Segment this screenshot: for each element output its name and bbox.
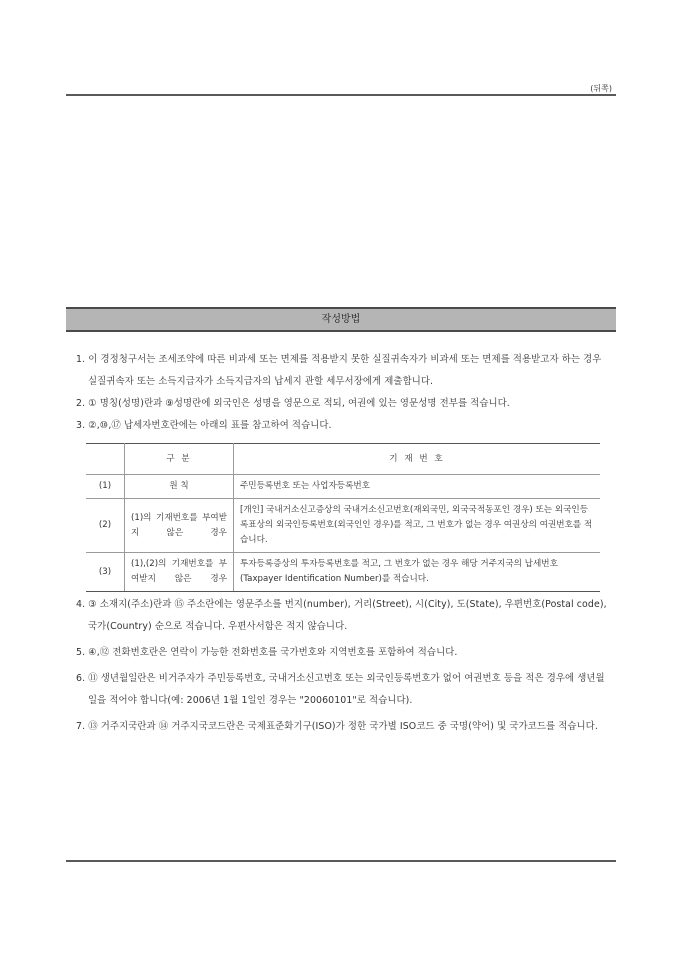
row-entry: [개인] 국내거소신고증상의 국내거소신고번호(재외국민, 외국국적동포인 경우) 또는 외국인등록표상의 외국인등록번호(외국인인 경우)를 적고, 그 번호가 없는 경우 여권상의 여권번호를 적습니다. xyxy=(234,499,601,553)
instruction-item-2: 2. ① 명칭(성명)란과 ⑨성명란에 외국인은 성명을 영문으로 적되, 여권에 있는 영문성명 전부를 적습니다. xyxy=(76,398,510,409)
instruction-item-3: 3. ②,⑩,⑰ 납세자번호란에는 아래의 표를 참고하여 적습니다. xyxy=(76,420,332,431)
table-row xyxy=(86,475,600,499)
taxpayer-number-table xyxy=(86,443,600,592)
row-no: (2) xyxy=(86,499,125,553)
instruction-item-7: 7. ⑬ 거주지국란과 ⑭ 거주지국코드란은 국제표준화기구(ISO)가 정한 국가별 ISO코드 중 국명(약어) 및 국가코드를 적습니다. xyxy=(76,721,598,732)
row-category: 원 칙 xyxy=(125,475,234,499)
instruction-item-4: 4. ③ 소재지(주소)란과 ⑮ 주소란에는 영문주소를 번지(number), 거리(Street), 시(City), 도(State), 우편번호(Postal code), 국가(Country) 순으로 적습니다. 우편사서함은 적지 않습니다. xyxy=(76,599,607,632)
row-category: (1),(2)의 기재번호를 부여받지 않은 경우 xyxy=(125,553,234,592)
instruction-item-1: 1. 이 경정청구서는 조세조약에 따른 비과세 또는 면제를 적용받지 못한 실질귀속자가 비과세 또는 면제를 적용받고자 하는 경우 실질귀속자 또는 소득지급자가 소득지급자의 납세지 관할 세무서장에게 제출합니다. xyxy=(76,354,602,387)
instruction-item-6: 6. ⑪ 생년월일란은 비거주자가 주민등록번호, 국내거소신고번호 또는 외국인등록번호가 없어 여권번호 등을 적은 경우에 생년월일을 적어야 합니다(예: 2006년 1월 1일인 경우는 "20060101"로 적습니다). xyxy=(76,673,605,706)
header-entry: 기 재 번 호 xyxy=(234,444,601,475)
row-category: (1)의 기재번호를 부여받지 않은 경우 xyxy=(125,499,234,553)
instructions-body xyxy=(76,349,612,738)
top-divider xyxy=(66,94,616,96)
section-title: 작성방법 xyxy=(66,307,616,332)
row-no: (1) xyxy=(86,475,125,499)
page-side-label: (뒤쪽) xyxy=(590,84,612,93)
row-entry: 주민등록번호 또는 사업자등록번호 xyxy=(234,475,601,499)
row-entry: 투자등록증상의 투자등록번호를 적고, 그 번호가 없는 경우 해당 거주지국의 납세번호(Taxpayer Identification Number)를 적습니다. xyxy=(234,553,601,592)
row-no: (3) xyxy=(86,553,125,592)
instruction-item-5: 5. ④,⑫ 전화번호란은 연락이 가능한 전화번호를 국가번호와 지역번호를 포함하여 적습니다. xyxy=(76,647,458,658)
table-header-row xyxy=(86,444,600,475)
table-row xyxy=(86,553,600,592)
bottom-divider xyxy=(66,860,616,862)
header-category: 구 분 xyxy=(125,444,234,475)
header-no xyxy=(86,444,125,475)
table-row xyxy=(86,499,600,553)
